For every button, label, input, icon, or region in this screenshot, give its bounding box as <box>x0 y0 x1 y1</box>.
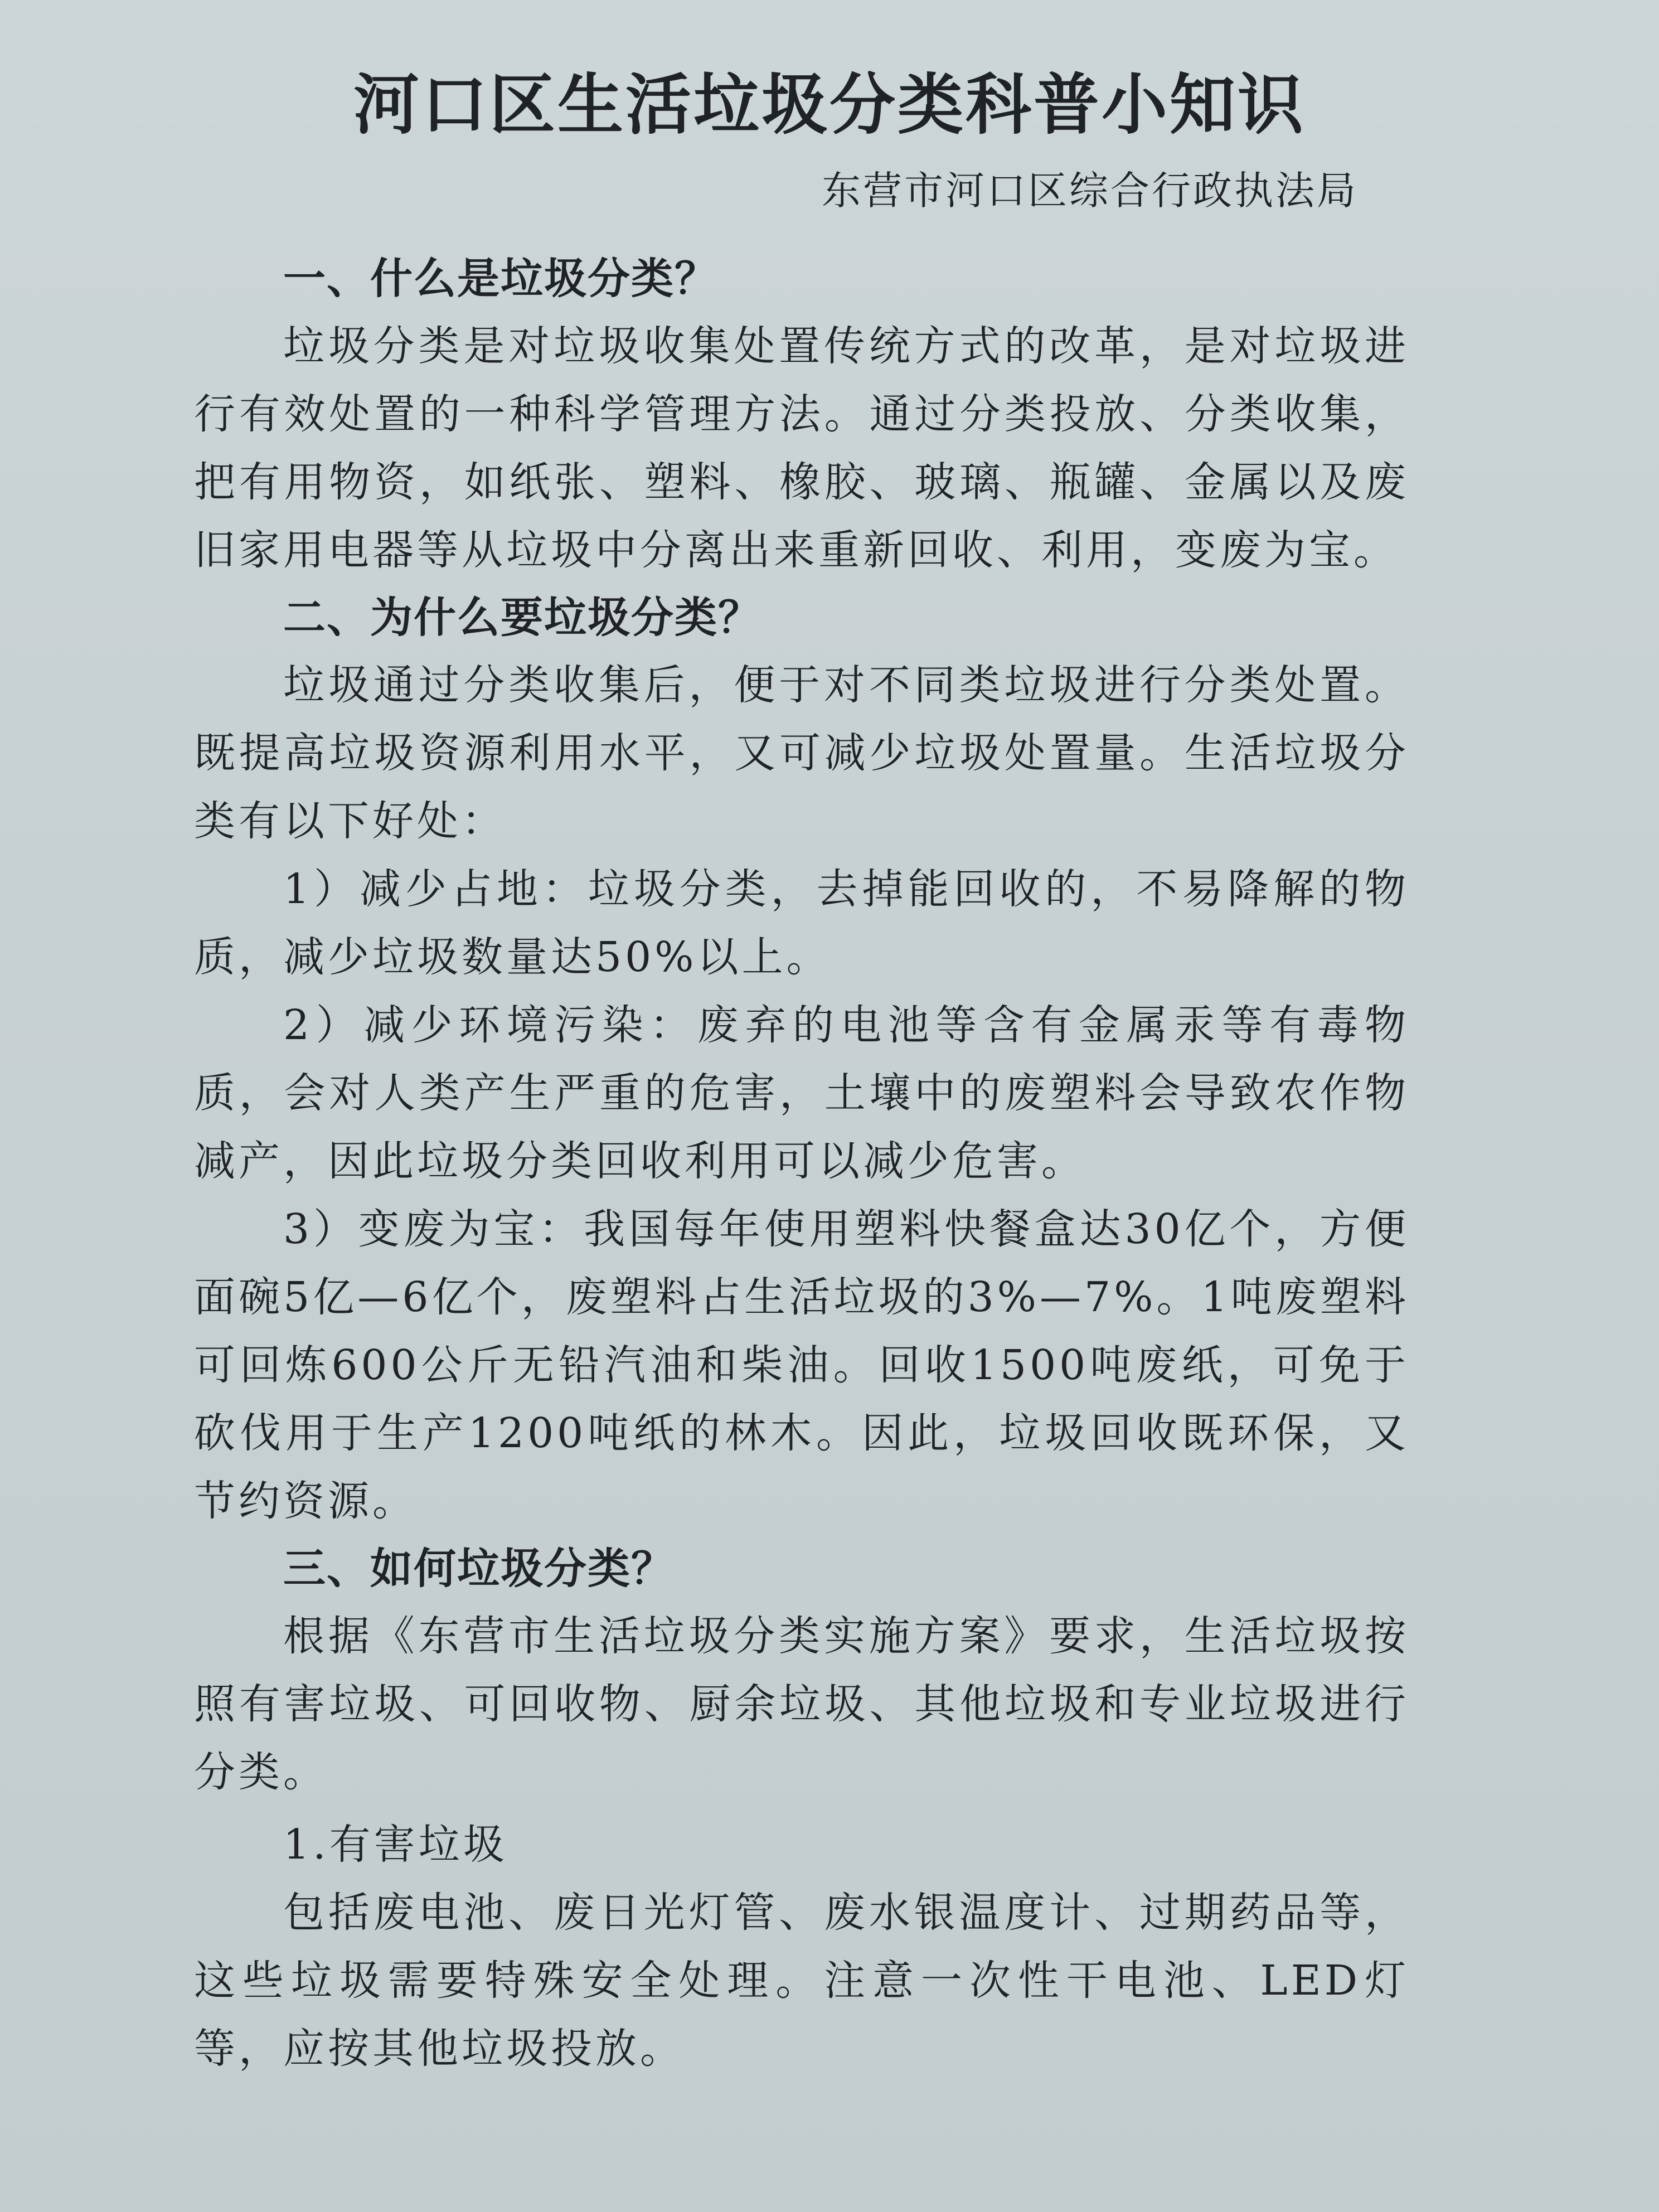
section-2-benefit-2: 2）减少环境污染：废弃的电池等含有金属汞等有毒物质，会对人类产生严重的危害，土壤中的废塑料会导致农作物减产，因此垃圾分类回收利用可以减少危害。 <box>194 1001 1409 1185</box>
section-3-sub-paragraph-1: 包括废电池、废日光灯管、废水银温度计、过期药品等，这些垃圾需要特殊安全处理。注意一次性干电池、LED灯等，应按其他垃圾投放。 <box>194 1889 1409 2073</box>
section-heading-2: 二、为什么要垃圾分类？ <box>283 593 761 642</box>
section-2-benefit-3: 3）变废为宝：我国每年使用塑料快餐盒达30亿个，方便面碗5亿—6亿个，废塑料占生活垃圾的3%—7%。1吨废塑料可回炼600公斤无铅汽油和柴油。回收1500吨废纸，可免于砍伐用于生产1200吨纸的林木。因此，垃圾回收既环保，又节约资源。 <box>194 1205 1409 1525</box>
section-3-paragraph-1: 根据《东营市生活垃圾分类实施方案》要求，生活垃圾按照有害垃圾、可回收物、厨余垃圾、其他垃圾和专业垃圾进行分类。 <box>194 1612 1409 1796</box>
document-title: 河口区生活垃圾分类科普小知识 <box>353 66 1306 143</box>
section-1-paragraph-1: 垃圾分类是对垃圾收集处置传统方式的改革，是对垃圾进行有效处置的一种科学管理方法。通过分类投放、分类收集，把有用物资，如纸张、塑料、橡胶、玻璃、瓶罐、金属以及废旧家用电器等从垃圾中分离出来重新回收、利用，变废为宝。 <box>194 322 1409 574</box>
section-heading-1: 一、什么是垃圾分类？ <box>283 254 718 303</box>
section-3-subheading: 1.有害垃圾 <box>283 1821 508 1869</box>
section-2-benefit-1: 1）减少占地：垃圾分类，去掉能回收的，不易降解的物质，减少垃圾数量达50%以上。 <box>194 865 1409 981</box>
section-heading-3: 三、如何垃圾分类？ <box>283 1544 675 1593</box>
document-body <box>194 245 1409 2083</box>
section-2-paragraph-1: 垃圾通过分类收集后，便于对不同类垃圾进行分类处置。既提高垃圾资源利用水平，又可减少垃圾处置量。生活垃圾分类有以下好处： <box>194 661 1409 845</box>
document-author: 东营市河口区综合行政执法局 <box>822 168 1358 214</box>
